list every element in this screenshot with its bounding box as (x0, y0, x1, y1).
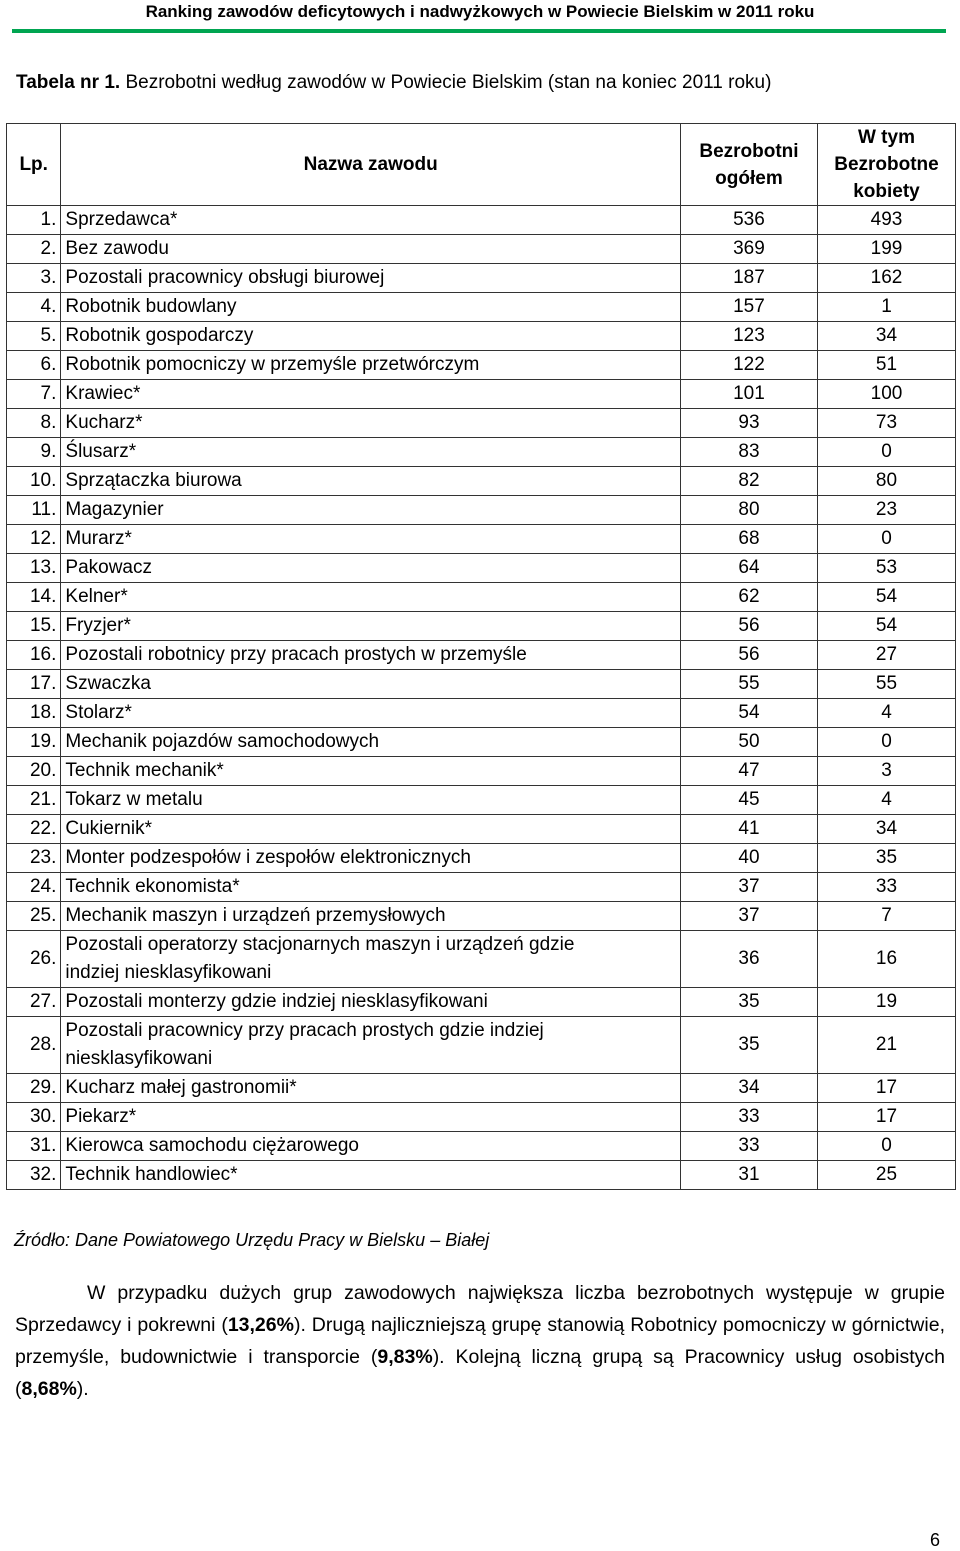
table-row (7, 988, 956, 1017)
cell-name: Pakowacz (61, 554, 681, 583)
cell-women: 23 (817, 496, 955, 525)
cell-lp: 1. (7, 206, 61, 235)
cell-total: 37 (680, 902, 817, 931)
cell-total: 123 (680, 322, 817, 351)
cell-total: 55 (680, 670, 817, 699)
cell-name: Stolarz* (61, 699, 681, 728)
cell-total: 80 (680, 496, 817, 525)
cell-name: Piekarz* (61, 1103, 681, 1132)
cell-total: 35 (680, 1017, 817, 1074)
cell-total: 34 (680, 1074, 817, 1103)
cell-lp: 10. (7, 467, 61, 496)
cell-name: Technik handlowiec* (61, 1161, 681, 1190)
cell-women: 51 (817, 351, 955, 380)
cell-total: 101 (680, 380, 817, 409)
cell-total: 37 (680, 873, 817, 902)
cell-name: Tokarz w metalu (61, 786, 681, 815)
cell-lp: 18. (7, 699, 61, 728)
cell-name: Kucharz* (61, 409, 681, 438)
cell-women: 0 (817, 728, 955, 757)
cell-name: Pozostali monterzy gdzie indziej niesklasyfikowani (61, 988, 681, 1017)
cell-lp: 6. (7, 351, 61, 380)
cell-name-line2: niesklasyfikowani (65, 1048, 213, 1069)
cell-women: 34 (817, 322, 955, 351)
cell-total: 41 (680, 815, 817, 844)
cell-lp: 12. (7, 525, 61, 554)
cell-name: Szwaczka (61, 670, 681, 699)
cell-women: 27 (817, 641, 955, 670)
cell-total: 157 (680, 293, 817, 322)
cell-women: 3 (817, 757, 955, 786)
table-row (7, 670, 956, 699)
table-row (7, 873, 956, 902)
cell-women: 0 (817, 438, 955, 467)
cell-name: Sprzedawca* (61, 206, 681, 235)
table-row (7, 206, 956, 235)
table-row (7, 844, 956, 873)
cell-total: 35 (680, 988, 817, 1017)
cell-women: 199 (817, 235, 955, 264)
cell-name: Sprzątaczka biurowa (61, 467, 681, 496)
cell-name-line1: Pozostali operatorzy stacjonarnych maszyn i urządzeń gdzie (65, 934, 575, 955)
cell-women: 35 (817, 844, 955, 873)
table-header-row (7, 124, 956, 206)
cell-total: 187 (680, 264, 817, 293)
cell-lp: 28. (7, 1017, 61, 1074)
para-pct-2: 9,83% (377, 1346, 433, 1368)
cell-total: 536 (680, 206, 817, 235)
cell-women: 1 (817, 293, 955, 322)
cell-name: Fryzjer* (61, 612, 681, 641)
cell-name (61, 931, 681, 988)
cell-women: 54 (817, 583, 955, 612)
table-row (7, 931, 956, 988)
table-row (7, 815, 956, 844)
table-row (7, 786, 956, 815)
cell-lp: 25. (7, 902, 61, 931)
para-text-4: ). (76, 1378, 89, 1400)
header-rule (12, 29, 946, 33)
table-row (7, 583, 956, 612)
header-women-line2: Bezrobotne (834, 154, 939, 175)
cell-lp: 5. (7, 322, 61, 351)
table-row (7, 1074, 956, 1103)
table-row (7, 902, 956, 931)
cell-total: 122 (680, 351, 817, 380)
summary-paragraph (15, 1277, 945, 1405)
para-pct-1: 13,26% (227, 1314, 294, 1336)
cell-women: 80 (817, 467, 955, 496)
cell-name: Technik ekonomista* (61, 873, 681, 902)
cell-total: 68 (680, 525, 817, 554)
cell-name: Kucharz małej gastronomii* (61, 1074, 681, 1103)
cell-women: 54 (817, 612, 955, 641)
cell-lp: 13. (7, 554, 61, 583)
table-row (7, 351, 956, 380)
cell-name: Bez zawodu (61, 235, 681, 264)
cell-women: 17 (817, 1074, 955, 1103)
header-women-line3: kobiety (853, 181, 920, 202)
cell-women: 4 (817, 786, 955, 815)
table-row (7, 641, 956, 670)
header-women (817, 124, 955, 206)
cell-name: Pozostali robotnicy przy pracach prostych w przemyśle (61, 641, 681, 670)
para-pct-3: 8,68% (21, 1378, 77, 1400)
table-caption-label: Tabela nr 1. (16, 72, 121, 93)
cell-lp: 24. (7, 873, 61, 902)
cell-lp: 7. (7, 380, 61, 409)
cell-total: 33 (680, 1132, 817, 1161)
cell-lp: 9. (7, 438, 61, 467)
table-row (7, 496, 956, 525)
header-women-line1: W tym (857, 127, 915, 148)
cell-name: Cukiernik* (61, 815, 681, 844)
cell-name: Krawiec* (61, 380, 681, 409)
table-body (7, 206, 956, 1190)
table-row (7, 438, 956, 467)
cell-name (61, 1017, 681, 1074)
cell-total: 64 (680, 554, 817, 583)
cell-women: 16 (817, 931, 955, 988)
table-row (7, 235, 956, 264)
para-text-1: W przypadku dużych grup zawodowych największa liczba bezrobotnych występuje w grupie Sprzedawcy i pokrewni ( (15, 1282, 945, 1336)
cell-lp: 15. (7, 612, 61, 641)
cell-name-line1: Pozostali pracownicy przy pracach prostych gdzie indziej (65, 1020, 544, 1041)
cell-total: 33 (680, 1103, 817, 1132)
cell-name: Murarz* (61, 525, 681, 554)
table-row (7, 612, 956, 641)
cell-total: 45 (680, 786, 817, 815)
table-caption (16, 72, 771, 94)
cell-total: 56 (680, 641, 817, 670)
cell-lp: 8. (7, 409, 61, 438)
table-row (7, 757, 956, 786)
cell-lp: 22. (7, 815, 61, 844)
page-header-title: Ranking zawodów deficytowych i nadwyżkowych w Powiecie Bielskim w 2011 roku (145, 2, 815, 21)
source-note: Źródło: Dane Powiatowego Urzędu Pracy w Bielsku – Białej (14, 1230, 490, 1250)
cell-name: Robotnik gospodarczy (61, 322, 681, 351)
header-total-line1: Bezrobotni (699, 140, 799, 162)
table-row (7, 380, 956, 409)
cell-total: 62 (680, 583, 817, 612)
table-caption-text: Bezrobotni według zawodów w Powiecie Bielskim (stan na koniec 2011 roku) (125, 72, 772, 93)
cell-women: 162 (817, 264, 955, 293)
cell-name: Pozostali pracownicy obsługi biurowej (61, 264, 681, 293)
cell-lp: 21. (7, 786, 61, 815)
cell-lp: 11. (7, 496, 61, 525)
page-number: 6 (930, 1530, 941, 1550)
para-text-2: ). Drugą najliczniejszą grupę stanowią Robotnicy pomocniczy w górnictwie, przemyśle, budownictwie i transporcie ( (15, 1314, 945, 1368)
cell-women: 17 (817, 1103, 955, 1132)
cell-name: Mechanik pojazdów samochodowych (61, 728, 681, 757)
cell-lp: 27. (7, 988, 61, 1017)
cell-total: 50 (680, 728, 817, 757)
cell-lp: 23. (7, 844, 61, 873)
cell-name: Magazynier (61, 496, 681, 525)
cell-total: 36 (680, 931, 817, 988)
cell-women: 7 (817, 902, 955, 931)
cell-lp: 17. (7, 670, 61, 699)
cell-lp: 29. (7, 1074, 61, 1103)
cell-women: 21 (817, 1017, 955, 1074)
cell-total: 31 (680, 1161, 817, 1190)
cell-lp: 19. (7, 728, 61, 757)
header-total (680, 124, 817, 206)
table-row (7, 293, 956, 322)
cell-lp: 30. (7, 1103, 61, 1132)
cell-women: 25 (817, 1161, 955, 1190)
cell-women: 55 (817, 670, 955, 699)
table-row (7, 322, 956, 351)
cell-lp: 32. (7, 1161, 61, 1190)
para-text-3: ). Kolejną liczną grupą są Pracownicy usług osobistych ( (15, 1346, 945, 1400)
cell-women: 0 (817, 1132, 955, 1161)
cell-total: 54 (680, 699, 817, 728)
cell-total: 40 (680, 844, 817, 873)
table-row (7, 1132, 956, 1161)
cell-women: 0 (817, 525, 955, 554)
cell-total: 93 (680, 409, 817, 438)
cell-total: 83 (680, 438, 817, 467)
cell-name: Technik mechanik* (61, 757, 681, 786)
cell-women: 33 (817, 873, 955, 902)
table-row (7, 699, 956, 728)
cell-women: 34 (817, 815, 955, 844)
cell-women: 4 (817, 699, 955, 728)
unemployment-table (6, 123, 956, 1190)
cell-total: 47 (680, 757, 817, 786)
cell-name: Kelner* (61, 583, 681, 612)
cell-lp: 26. (7, 931, 61, 988)
cell-name-line2: indziej niesklasyfikowani (65, 962, 272, 983)
table-row (7, 525, 956, 554)
cell-name: Mechanik maszyn i urządzeń przemysłowych (61, 902, 681, 931)
cell-women: 100 (817, 380, 955, 409)
table-row (7, 409, 956, 438)
header-lp: Lp. (7, 124, 61, 206)
cell-total: 82 (680, 467, 817, 496)
cell-lp: 4. (7, 293, 61, 322)
cell-name: Robotnik budowlany (61, 293, 681, 322)
cell-name: Kierowca samochodu ciężarowego (61, 1132, 681, 1161)
cell-lp: 20. (7, 757, 61, 786)
header-total-line2: ogółem (715, 167, 783, 189)
table-row (7, 264, 956, 293)
cell-lp: 14. (7, 583, 61, 612)
cell-lp: 31. (7, 1132, 61, 1161)
cell-lp: 2. (7, 235, 61, 264)
cell-name: Monter podzespołów i zespołów elektronicznych (61, 844, 681, 873)
header-name: Nazwa zawodu (61, 124, 681, 206)
cell-women: 19 (817, 988, 955, 1017)
cell-lp: 16. (7, 641, 61, 670)
cell-total: 56 (680, 612, 817, 641)
cell-lp: 3. (7, 264, 61, 293)
cell-name: Ślusarz* (61, 438, 681, 467)
cell-women: 73 (817, 409, 955, 438)
cell-name: Robotnik pomocniczy w przemyśle przetwórczym (61, 351, 681, 380)
cell-women: 53 (817, 554, 955, 583)
table-row (7, 467, 956, 496)
cell-women: 493 (817, 206, 955, 235)
table-row (7, 1103, 956, 1132)
cell-total: 369 (680, 235, 817, 264)
table-row (7, 554, 956, 583)
table-row (7, 1161, 956, 1190)
table-row (7, 728, 956, 757)
table-row (7, 1017, 956, 1074)
